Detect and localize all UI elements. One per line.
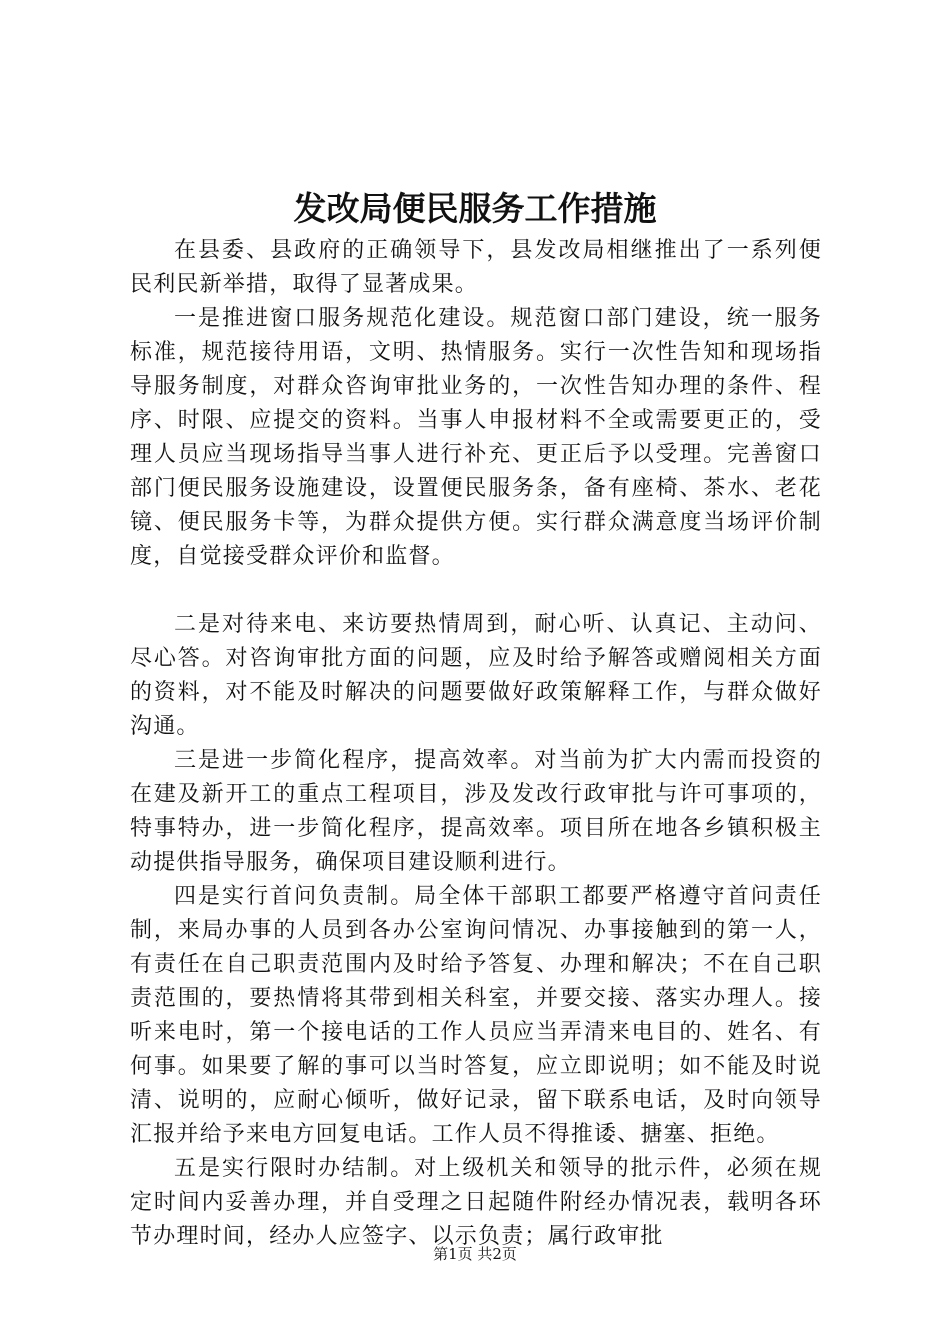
paragraph-item-1: 一是推进窗口服务规范化建设。规范窗口部门建设，统一服务标准，规范接待用语，文明、热情服务。实行一次性告知和现场指导服务制度，对群众咨询审批业务的，一次性告知办理的条件、程序、时限、应提交的资料。当事人申报材料不全或需要更正的，受理人员应当现场指导当事人进行补充、更正后予以受理。完善窗口部门便民服务设施建设，设置便民服务条，备有座椅、茶水、老花镜、便民服务卡等，为群众提供方便。实行群众满意度当场评价制度，自觉接受群众评价和监督。 — [130, 306, 822, 569]
paragraph-item-2: 二是对待来电、来访要热情周到，耐心听、认真记、主动问、尽心答。对咨询审批方面的问题，应及时给予解答或赠阅相关方面的资料，对不能及时解决的问题要做好政策解释工作，与群众做好沟通。 — [130, 612, 822, 739]
page-number-footer: 第1页 共2页 — [433, 1245, 517, 1263]
paragraph-item-4: 四是实行首问负责制。局全体干部职工都要严格遵守首问责任制，来局办事的人员到各办公室询问情况、办事接触到的第一人，有责任在自己职责范围内及时给予答复、办理和解决；不在自己职责范围的，要热情将其带到相关科室，并要交接、落实办理人。接听来电时，第一个接电话的工作人员应当弄清来电目的、姓名、有何事。如果要了解的事可以当时答复，应立即说明；如不能及时说清、说明的，应耐心倾听，做好记录，留下联系电话，及时向领导汇报并给予来电方回复电话。工作人员不得推诿、搪塞、拒绝。 — [130, 884, 822, 1147]
page-title: 发改局便民服务工作措施 — [293, 189, 657, 228]
document-body — [130, 234, 822, 1254]
paragraph-item-3: 三是进一步简化程序，提高效率。对当前为扩大内需而投资的在建及新开工的重点工程项目，涉及发改行政审批与许可事项的，特事特办，进一步简化程序，提高效率。项目所在地各乡镇积极主动提供指导服务，确保项目建设顺利进行。 — [130, 748, 822, 875]
paragraph-item-5: 五是实行限时办结制。对上级机关和领导的批示件，必须在规定时间内妥善办理，并自受理之日起随件附经办情况表，载明各环节办理时间，经办人应签字、以示负责；属行政审批 — [130, 1156, 822, 1249]
paragraph-intro: 在县委、县政府的正确领导下，县发改局相继推出了一系列便民利民新举措，取得了显著成果。 — [130, 238, 822, 297]
